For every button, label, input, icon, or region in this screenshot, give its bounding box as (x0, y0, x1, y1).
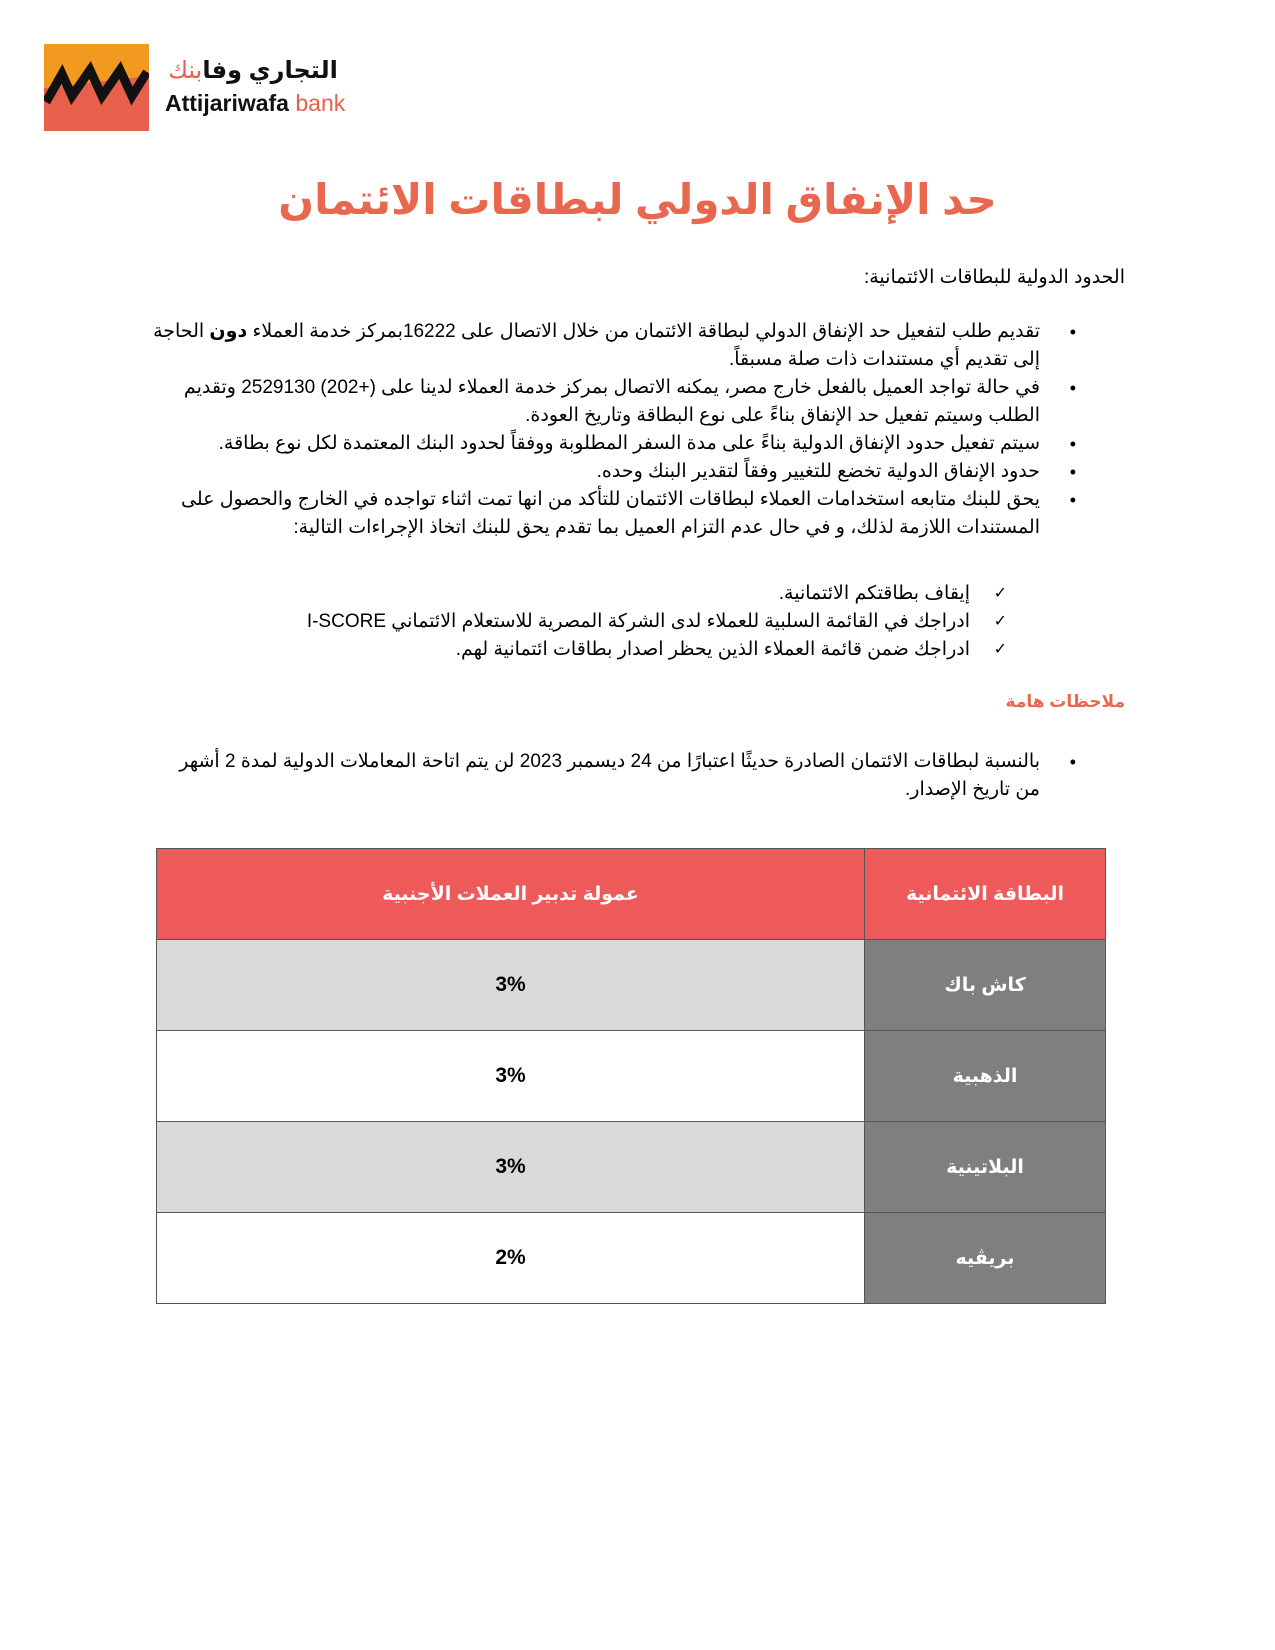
list-item: • في حالة تواجد العميل بالفعل خارج مصر، يمكنه الاتصال بمركز خدمة العملاء لدينا على (+202) 2529130 وتقديم الطلب وسيتم تفعيل حد الإنفاق بناءً على نوع البطاقة وتاريخ العودة. (150, 374, 1090, 430)
header-fee: عمولة تدبير العملات الأجنبية (157, 849, 865, 940)
header-card: البطاقة الائتمانية (865, 849, 1106, 940)
page-title: حد الإنفاق الدولي لبطاقات الائتمان (278, 176, 997, 223)
logo-mark-icon (44, 44, 149, 131)
list-item: • بالنسبة لبطاقات الائتمان الصادرة حديثًا اعتبارًا من 24 ديسمبر 2023 لن يتم اتاحة المعاملات الدولية لمدة 2 أشهر من تاريخ الإصدار. (150, 748, 1090, 804)
table-row (157, 1122, 1106, 1213)
bank-logo (44, 44, 344, 131)
card-name: البلاتينية (865, 1122, 1106, 1213)
intro-text: الحدود الدولية للبطاقات الائتمانية: (863, 267, 1125, 288)
logo-latin-name: Attijariwafa bank (165, 90, 346, 116)
fee-value: 3% (157, 1122, 865, 1213)
actions-list (250, 580, 1015, 664)
table-row (157, 1213, 1106, 1304)
fee-value: 2% (157, 1213, 865, 1304)
logo-arabic-name: التجاري وفابنك (168, 57, 338, 84)
table-header-row (157, 849, 1106, 940)
table-row (157, 1031, 1106, 1122)
notes-list (150, 748, 1090, 804)
fee-value: 3% (157, 1031, 865, 1122)
table-row (157, 940, 1106, 1031)
limits-list (150, 318, 1090, 542)
fee-value: 3% (157, 940, 865, 1031)
list-item: • تقديم طلب لتفعيل حد الإنفاق الدولي لبطاقة الائتمان من خلال الاتصال على 16222بمركز خدمة العملاء دون الحاجة إلى تقديم أي مستندات ذات صلة مسبقاً. (150, 318, 1090, 374)
check-item: ✓ ادراجك ضمن قائمة العملاء الذين يحظر اصدار بطاقات ائتمانية لهم. (250, 636, 1015, 664)
notes-heading: ملاحظات هامة (1005, 692, 1125, 711)
fees-table (156, 848, 1106, 1304)
check-item: ✓ ادراجك في القائمة السلبية للعملاء لدى الشركة المصرية للاستعلام الائتماني I-SCORE (250, 608, 1015, 636)
list-item: • يحق للبنك متابعه استخدامات العملاء لبطاقات الائتمان للتأكد من انها تمت اثناء تواجده في الخارج والحصول على المستندات اللازمة لذلك، و في حال عدم التزام العميل بما تقدم يحق للبنك اتخاذ الإجراءات التالية: (150, 486, 1090, 542)
list-item: • سيتم تفعيل حدود الإنفاق الدولية بناءً على مدة السفر المطلوبة ووفقاً لحدود البنك المعتمدة لكل نوع بطاقة. (150, 430, 1090, 458)
card-name: كاش باك (865, 940, 1106, 1031)
list-item: • حدود الإنفاق الدولية تخضع للتغيير وفقاً لتقدير البنك وحده. (150, 458, 1090, 486)
check-item: ✓ إيقاف بطاقتكم الائتمانية. (250, 580, 1015, 608)
card-name: بريڤيه (865, 1213, 1106, 1304)
card-name: الذهبية (865, 1031, 1106, 1122)
